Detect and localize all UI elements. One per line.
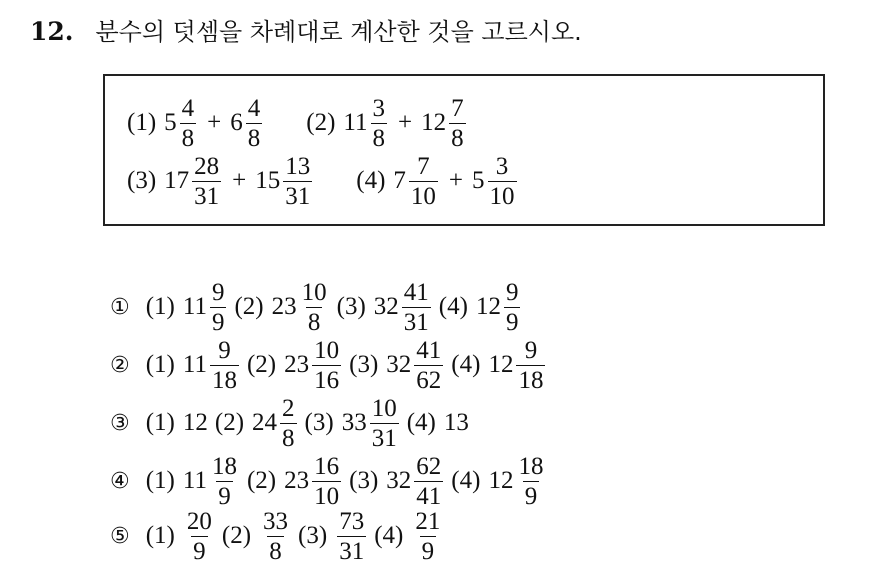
fraction [312,338,341,393]
fraction [185,509,214,564]
numerator: 7 [451,94,464,122]
numerator: 13 [285,152,311,180]
fraction [246,96,263,151]
answer-label: (3) [349,467,379,494]
mixed-whole: 23 [284,351,310,378]
fraction [180,96,197,151]
denominator: 8 [451,124,464,152]
numerator: 2 [282,394,295,422]
fraction [210,338,239,393]
fraction [210,280,227,335]
answer-label: (1) [145,409,175,436]
numerator: 28 [194,152,220,180]
fraction [516,454,545,509]
denominator: 8 [247,124,261,152]
denominator: 18 [518,366,544,394]
answer-label: (4) [451,467,481,494]
answer-label: (4) [451,351,481,378]
numerator: 62 [416,452,442,480]
fraction [261,509,290,564]
numerator: 10 [371,394,397,422]
denominator: 8 [307,308,321,336]
mixed-whole: 11 [182,467,207,494]
denominator: 10 [489,182,515,210]
answer-label: (2) [234,293,264,320]
denominator: 8 [372,124,385,152]
choice-marker: ⑤ [110,523,130,549]
fraction [312,454,341,509]
numerator: 9 [524,336,538,364]
denominator: 9 [421,537,435,565]
problem-label: (4) [356,167,386,194]
question-number: 12. [30,17,74,46]
problem-label: (2) [306,109,336,136]
numerator: 20 [186,507,212,535]
denominator: 9 [211,308,225,336]
answer-label: (1) [145,293,175,320]
mixed-whole: 11 [182,293,207,320]
denominator: 31 [403,308,429,336]
denominator: 9 [505,308,519,336]
answer-label: (2) [221,522,252,549]
fraction [283,154,312,209]
fraction [449,96,466,151]
answer-label: (4) [406,409,436,436]
denominator: 31 [339,537,365,565]
numerator: 10 [301,278,327,306]
denominator: 31 [371,424,397,452]
denominator: 8 [282,424,295,452]
numerator: 9 [218,336,231,364]
choice-marker: ④ [110,468,130,494]
fraction [414,454,443,509]
choice-marker: ③ [110,410,130,436]
numerator: 7 [417,152,430,180]
mixed-whole: 5 [164,109,177,136]
problem-item [356,154,518,209]
numerator: 4 [181,94,195,122]
numerator: 4 [247,94,261,122]
denominator: 18 [211,366,237,394]
plus-sign: + [448,167,464,194]
mixed-whole: 32 [373,293,399,320]
choice-marker: ① [110,294,130,320]
answer-label: (4) [438,293,468,320]
fraction [371,96,388,151]
problem-box [103,74,825,226]
whole-number: 13 [443,409,469,436]
numerator: 21 [415,507,441,535]
answer-label: (2) [214,409,245,436]
mixed-whole: 11 [182,351,207,378]
fraction [414,338,443,393]
denominator: 31 [194,182,220,210]
numerator: 16 [314,452,340,480]
denominator: 9 [193,537,206,565]
denominator: 8 [181,124,195,152]
problem-item [127,154,314,209]
question-header [30,12,582,47]
answer-choice-4[interactable] [110,452,547,510]
choice-marker: ② [110,352,130,378]
denominator: 10 [410,182,436,210]
answer-label: (1) [145,522,175,549]
fraction [516,338,545,393]
mixed-whole: 32 [386,351,412,378]
fraction [280,396,297,451]
mixed-whole: 11 [343,109,368,136]
answer-label: (3) [304,409,334,436]
numerator: 9 [211,278,225,306]
numerator: 10 [314,336,340,364]
mixed-whole: 23 [271,293,297,320]
answer-choice-5[interactable] [110,507,444,565]
numerator: 73 [339,507,365,535]
numerator: 18 [211,452,237,480]
mixed-whole: 7 [393,167,406,194]
mixed-whole: 17 [164,167,190,194]
mixed-whole: 12 [421,109,447,136]
mixed-whole: 23 [284,467,310,494]
problem-item [127,96,264,151]
denominator: 9 [524,482,538,510]
denominator: 41 [416,482,442,510]
problem-label: (1) [127,109,157,136]
mixed-whole: 24 [252,409,278,436]
denominator: 10 [314,482,340,510]
question-text: 분수의 덧셈을 차례대로 계산한 것을 고르시오. [95,18,582,46]
numerator: 18 [518,452,544,480]
plus-sign: + [398,109,413,136]
fraction [300,280,329,335]
mixed-whole: 12 [475,293,501,320]
denominator: 62 [416,366,442,394]
mixed-whole: 5 [472,167,485,194]
denominator: 31 [285,182,311,210]
answer-label: (3) [336,293,366,320]
mixed-whole: 32 [386,467,412,494]
mixed-whole: 12 [488,467,514,494]
answer-choice-2[interactable] [110,336,547,394]
whole-number: 12 [182,409,208,436]
numerator: 33 [263,507,289,535]
numerator: 9 [505,278,519,306]
problem-row [127,93,468,153]
answer-label: (1) [145,467,175,494]
numerator: 3 [372,94,385,122]
numerator: 3 [495,152,509,180]
answer-label: (3) [298,522,328,549]
mixed-whole: 33 [341,409,367,436]
mixed-whole: 6 [230,109,243,136]
numerator: 41 [416,336,442,364]
fraction [504,280,521,335]
fraction [488,154,517,209]
problem-row [127,151,519,211]
fraction [210,454,239,509]
denominator: 8 [269,537,282,565]
answer-choice-3[interactable] [110,394,470,452]
fraction [370,396,399,451]
answer-label: (3) [349,351,379,378]
denominator: 9 [218,482,231,510]
fraction [337,509,366,564]
plus-sign: + [207,109,222,136]
fraction [192,154,221,209]
plus-sign: + [232,167,247,194]
fraction [402,280,431,335]
numerator: 41 [403,278,429,306]
answer-label: (2) [246,351,277,378]
fraction [409,154,438,209]
mixed-whole: 12 [488,351,514,378]
problem-item [306,96,467,151]
mixed-whole: 15 [255,167,281,194]
answer-label: (2) [246,467,277,494]
answer-label: (1) [145,351,175,378]
denominator: 16 [314,366,340,394]
answer-label: (4) [374,522,404,549]
answer-choice-1[interactable] [110,278,522,336]
fraction [413,509,442,564]
problem-label: (3) [127,167,157,194]
